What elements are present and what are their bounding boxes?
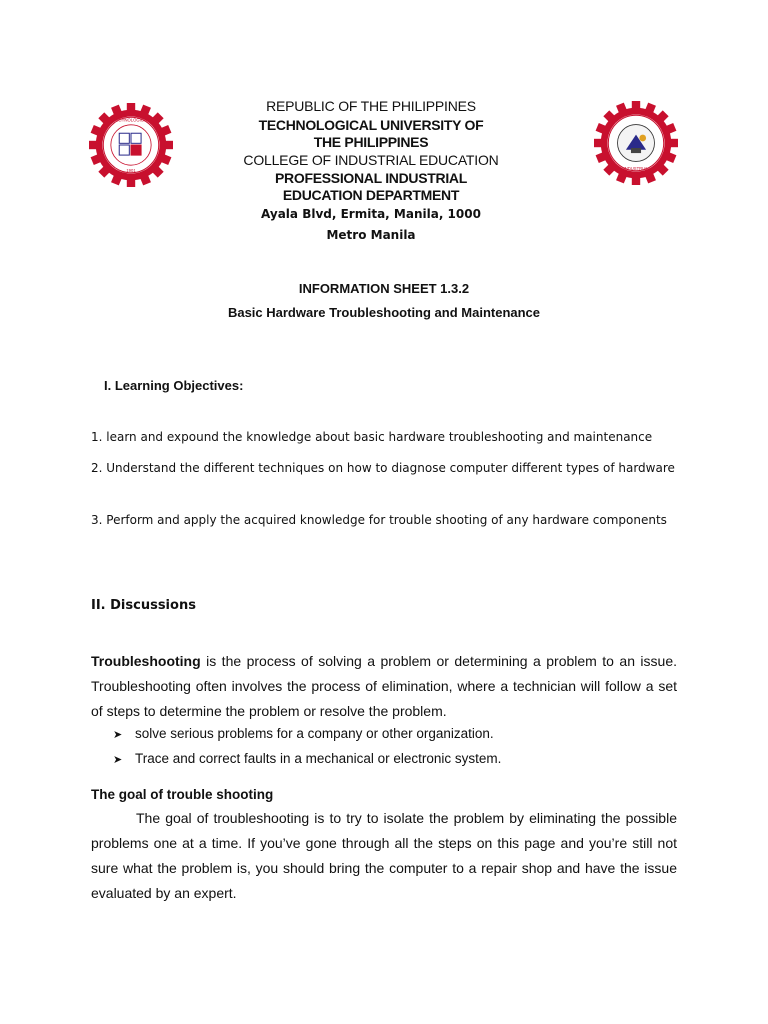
troubleshooting-term: Troubleshooting [91,653,201,669]
svg-text:INDUSTRIAL: INDUSTRIAL [623,165,649,171]
svg-text:1901: 1901 [126,167,136,173]
discussions-heading: II. Discussions [91,598,196,613]
header-department: PROFESSIONAL INDUSTRIAL EDUCATION DEPARTMENT [275,170,467,203]
college-seal-logo [594,101,678,185]
goal-paragraph [91,806,677,906]
troubleshooting-definition [91,649,677,724]
header-university: TECHNOLOGICAL UNIVERSITY OF THE PHILIPPINES [258,117,484,150]
bullet-text: solve serious problems for a company or other organization. [135,726,494,741]
goal-text: The goal of troubleshooting is to try to isolate the problem by eliminating the possible problems one at a time. If you’ve gone through all the steps on this page and you’re still not sure what the problem is, you should bring the computer to a repair shop and have the issue evaluated by an expert. [91,810,677,901]
objectives-heading: I. Learning Objectives: [104,378,244,393]
definition-text: is the process of solving a problem or determining a problem to an issue. Troubleshooting often involves the process of elimination, where a technician will follow a set of steps to determine the problem or resolve the problem. [91,653,677,719]
list-item [113,749,501,770]
header-republic: REPUBLIC OF THE PHILIPPINES [266,98,476,114]
sheet-title: INFORMATION SHEET 1.3.2 [298,281,470,296]
svg-text:TECHNOLOGICAL: TECHNOLOGICAL [113,117,149,123]
objective-item: 2. Understand the different techniques on how to diagnose computer different types of hardware [91,461,675,475]
list-item [113,724,494,745]
goal-heading: The goal of trouble shooting [91,787,274,802]
bullet-text: Trace and correct faults in a mechanical or electronic system. [135,751,502,766]
objective-item: 1. learn and expound the knowledge about basic hardware troubleshooting and maintenance [91,430,653,444]
university-seal-logo [89,103,173,187]
arrow-bullet-icon: ➤ [113,729,123,741]
header-address: Ayala Blvd, Ermita, Manila, 1000 Metro Manila [261,207,481,242]
arrow-bullet-icon: ➤ [113,754,123,766]
header-college: COLLEGE OF INDUSTRIAL EDUCATION [243,152,499,168]
sheet-subtitle: Basic Hardware Troubleshooting and Maintenance [227,305,541,320]
objective-item: 3. Perform and apply the acquired knowledge for trouble shooting of any hardware components [91,513,667,527]
